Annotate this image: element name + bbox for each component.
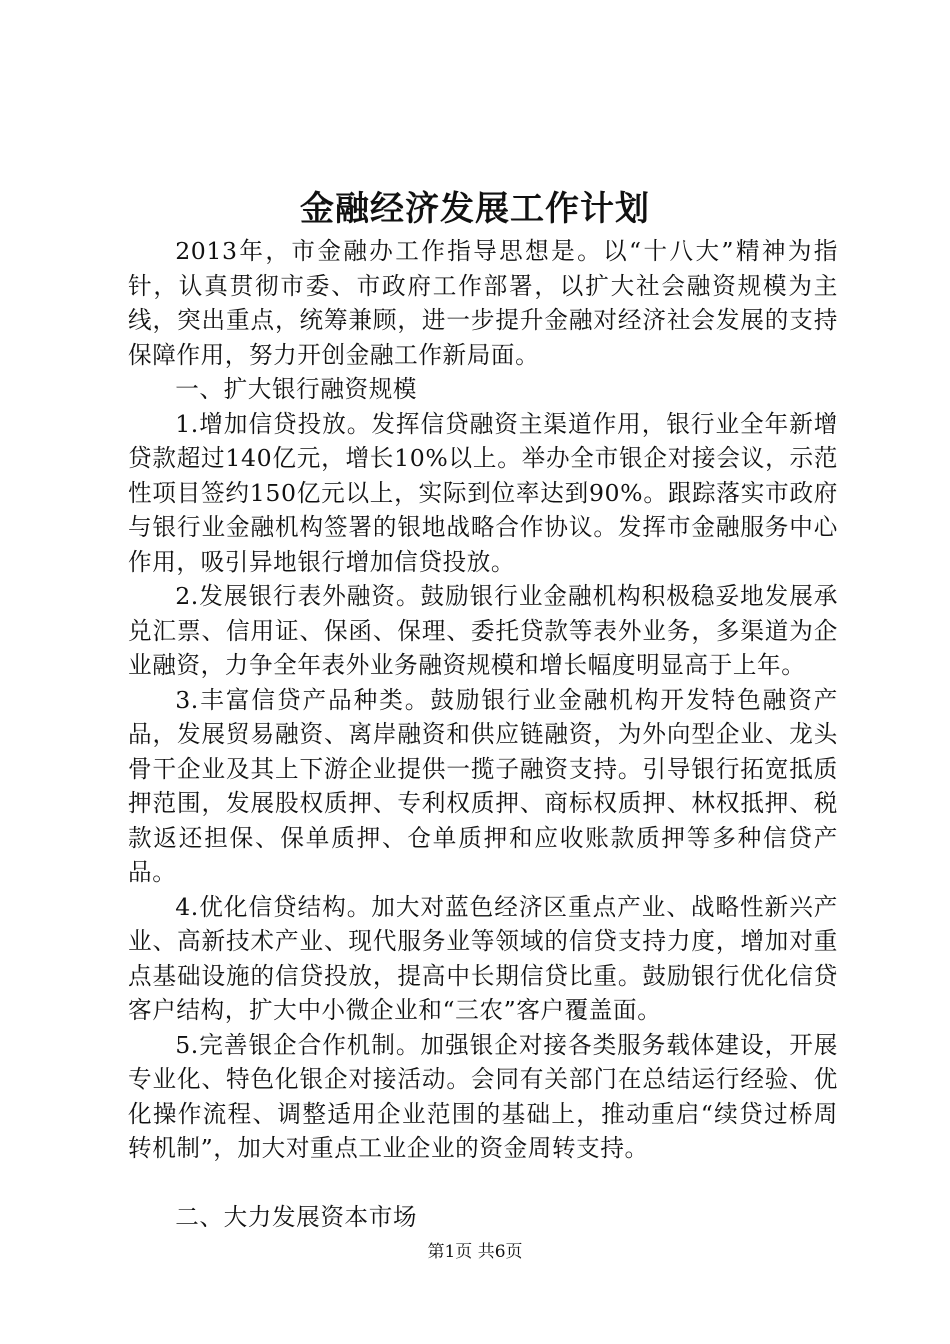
document-body xyxy=(128,234,838,1235)
paragraph-item-4: 4.优化信贷结构。加大对蓝色经济区重点产业、战略性新兴产业、高新技术产业、现代服务业等领域的信贷支持力度，增加对重点基础设施的信贷投放，提高中长期信贷比重。鼓励银行优化信贷客户结构，扩大中小微企业和“三农”客户覆盖面。 xyxy=(128,892,838,1024)
paragraph-item-5: 5.完善银企合作机制。加强银企对接各类服务载体建设，开展专业化、特色化银企对接活动。会同有关部门在总结运行经验、优化操作流程、调整适用企业范围的基础上，推动重启“续贷过桥周转机制”，加大对重点工业企业的资金周转支持。 xyxy=(128,1030,838,1162)
document-title: 金融经济发展工作计划 xyxy=(300,189,650,229)
paragraph-intro: 2013年，市金融办工作指导思想是。以“十八大”精神为指针，认真贯彻市委、市政府工作部署，以扩大社会融资规模为主线，突出重点，统筹兼顾，进一步提升金融对经济社会发展的支持保障作用，努力开创金融工作新局面。 xyxy=(128,237,838,369)
paragraph-item-2: 2.发展银行表外融资。鼓励银行业金融机构积极稳妥地发展承兑汇票、信用证、保函、保理、委托贷款等表外业务，多渠道为企业融资，力争全年表外业务融资规模和增长幅度明显高于上年。 xyxy=(128,582,838,679)
section-heading-1: 一、扩大银行融资规模 xyxy=(175,375,418,403)
page-footer: 第1页 共6页 xyxy=(427,1242,523,1262)
paragraph-item-3: 3.丰富信贷产品种类。鼓励银行业金融机构开发特色融资产品，发展贸易融资、离岸融资和供应链融资，为外向型企业、龙头骨干企业及其上下游企业提供一揽子融资支持。引导银行拓宽抵质押范围，发展股权质押、专利权质押、商标权质押、林权抵押、税款返还担保、保单质押、仓单质押和应收账款质押等多种信贷产品。 xyxy=(128,685,838,886)
section-heading-2: 二、大力发展资本市场 xyxy=(175,1203,418,1231)
paragraph-item-1: 1.增加信贷投放。发挥信贷融资主渠道作用，银行业全年新增贷款超过140亿元，增长10%以上。举办全市银企对接会议，示范性项目签约150亿元以上，实际到位率达到90%。跟踪落实市政府与银行业金融机构签署的银地战略合作协议。发挥市金融服务中心作用，吸引异地银行增加信贷投放。 xyxy=(128,409,838,576)
